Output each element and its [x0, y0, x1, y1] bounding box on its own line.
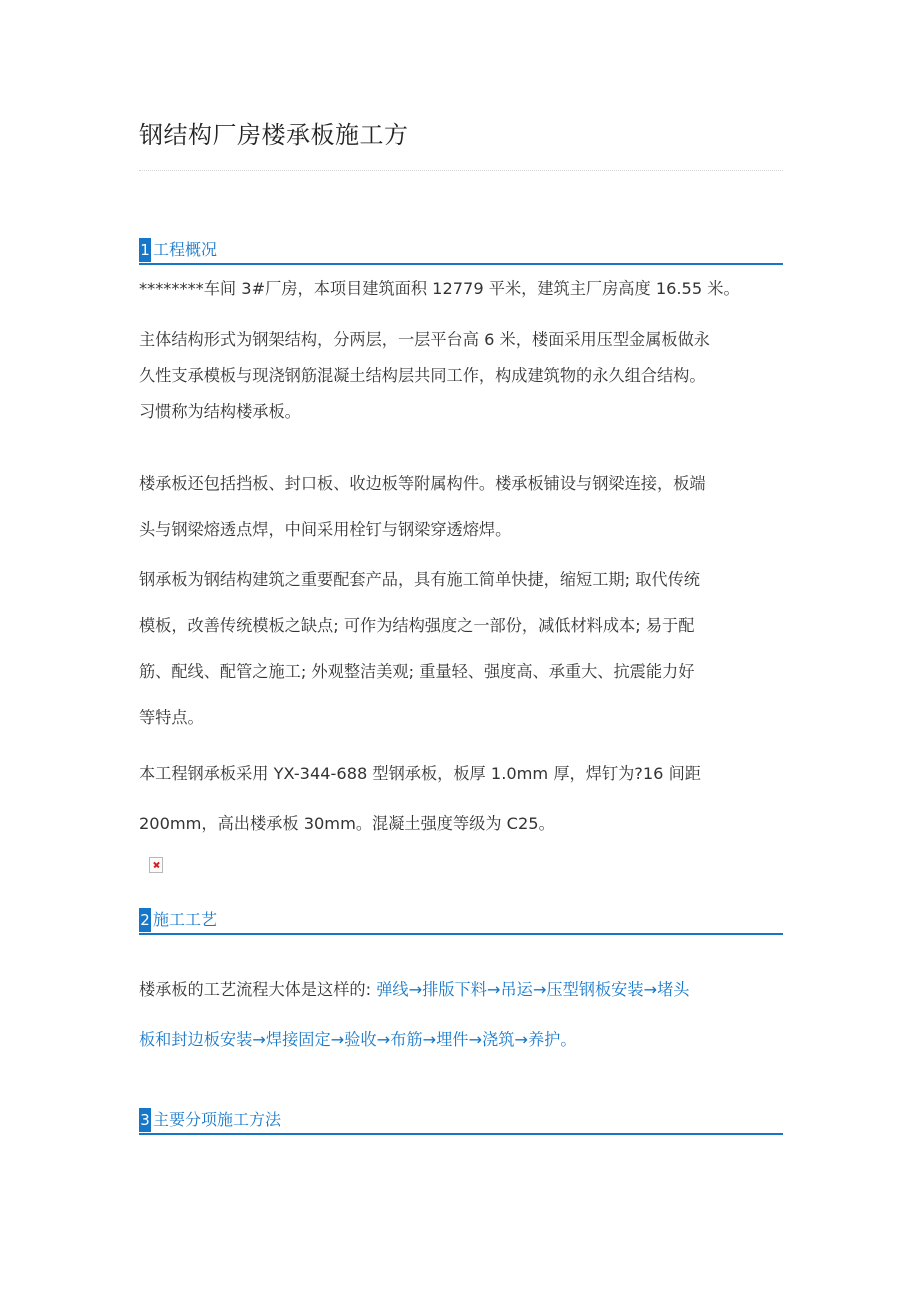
section-title: 工程概况	[153, 240, 218, 259]
text-line: 等特点。	[139, 708, 204, 727]
text-line: 久性支承模板与现浇钢筋混凝土结构层共同工作，构成建筑物的永久组合结构。	[139, 366, 706, 385]
text-line: 筋、配线、配管之施工; 外观整洁美观; 重量轻、强度高、承重大、抗震能力好	[139, 662, 695, 681]
text-line: 本工程钢承板采用 YX-344-688 型钢承板，板厚 1.0mm 厚，焊钉为?16 间距	[139, 764, 701, 783]
overview-paragraph-4	[139, 562, 789, 736]
overview-paragraph-5	[139, 756, 789, 842]
section-title: 施工工艺	[153, 910, 218, 929]
text-line: 楼承板还包括挡板、封口板、收边板等附属构件。楼承板铺设与钢梁连接，板端	[139, 474, 706, 493]
title-divider	[139, 170, 783, 171]
section-number: 3	[139, 1108, 151, 1132]
section-heading-process	[139, 907, 783, 935]
process-paragraph	[139, 972, 789, 1058]
overview-paragraph-1	[139, 271, 789, 307]
text-line: 头与钢梁熔透点焊，中间采用栓钉与钢梁穿透熔焊。	[139, 520, 512, 539]
text-line: 主体结构形式为钢架结构，分两层，一层平台高 6 米，楼面采用压型金属板做永	[139, 330, 710, 349]
overview-paragraph-2	[139, 322, 789, 438]
text-line: ********车间 3#厂房，本项目建筑面积 12779 平米，建筑主厂房高度 16.55 米。	[139, 279, 740, 298]
process-intro: 楼承板的工艺流程大体是这样的:	[139, 980, 377, 999]
overview-paragraph-3	[139, 466, 789, 548]
text-line: 钢承板为钢结构建筑之重要配套产品，具有施工简单快捷，缩短工期; 取代传统	[139, 570, 700, 589]
text-line: 模板，改善传统模板之缺点; 可作为结构强度之一部份，减低材料成本; 易于配	[139, 616, 695, 635]
page-title: 钢结构厂房楼承板施工方	[139, 121, 409, 149]
section-heading-methods	[139, 1107, 783, 1135]
text-line: 200mm，高出楼承板 30mm。混凝土强度等级为 C25。	[139, 814, 555, 833]
text-line: 习惯称为结构楼承板。	[139, 402, 301, 421]
process-flow-link[interactable]: 弹线→排版下料→吊运→压型钢板安装→堵头	[376, 980, 690, 999]
process-flow-link[interactable]: 板和封边板安装→焊接固定→验收→布筋→埋件→浇筑→养护。	[139, 1030, 577, 1049]
section-title: 主要分项施工方法	[153, 1110, 282, 1129]
broken-image-icon	[149, 857, 163, 873]
section-number: 2	[139, 908, 151, 932]
section-heading-overview	[139, 237, 783, 265]
section-number: 1	[139, 238, 151, 262]
